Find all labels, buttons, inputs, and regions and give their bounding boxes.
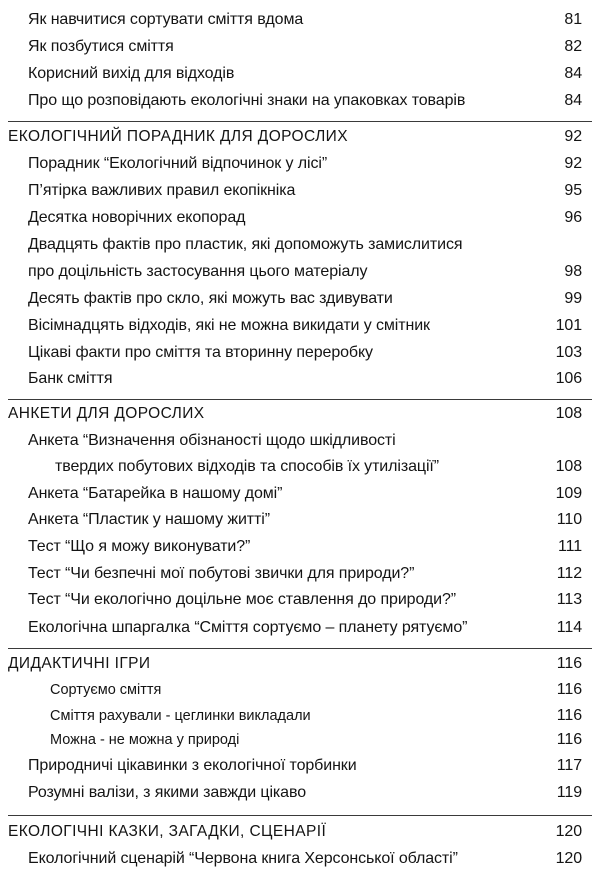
entry-title: П’ятірка важливих правил екопікніка bbox=[28, 182, 296, 199]
toc-entry-line-2 bbox=[0, 261, 600, 283]
entry-page-number: 101 bbox=[555, 317, 582, 334]
section-heading bbox=[0, 653, 600, 675]
section-heading bbox=[0, 821, 600, 843]
entry-title: Порадник “Екологічний відпочинок у лісі” bbox=[28, 155, 328, 172]
section-title: АНКЕТИ ДЛЯ ДОРОСЛИХ bbox=[8, 405, 205, 422]
section-heading bbox=[0, 403, 600, 425]
entry-title: Десять фактів про скло, які можуть вас здивувати bbox=[28, 290, 393, 307]
entry-title: Сміття рахували - цеглинки викладали bbox=[50, 708, 311, 724]
entry-page-number: 84 bbox=[564, 65, 582, 82]
toc-subentry bbox=[0, 729, 600, 751]
entry-title: Екологічний сценарій “Червона книга Херсонської області” bbox=[28, 850, 458, 867]
section-divider bbox=[8, 648, 592, 649]
entry-page-number: 92 bbox=[564, 155, 582, 172]
entry-title: Банк сміття bbox=[28, 370, 113, 387]
section-title: ЕКОЛОГІЧНІ КАЗКИ, ЗАГАДКИ, СЦЕНАРІЇ bbox=[8, 823, 327, 840]
toc-entry bbox=[0, 315, 600, 337]
entry-title: Як навчитися сортувати сміття вдома bbox=[28, 11, 304, 28]
toc-entry bbox=[0, 617, 600, 639]
section-title: ЕКОЛОГІЧНИЙ ПОРАДНИК ДЛЯ ДОРОСЛИХ bbox=[8, 128, 348, 145]
toc-subentry bbox=[0, 679, 600, 701]
entry-page-number: 103 bbox=[555, 344, 582, 361]
section-page-number: 120 bbox=[555, 823, 582, 840]
toc-entry bbox=[0, 153, 600, 175]
toc-entry bbox=[0, 342, 600, 364]
entry-title: Про що розповідають екологічні знаки на упаковках товарів bbox=[28, 92, 466, 109]
toc-entry bbox=[0, 536, 600, 558]
toc-entry bbox=[0, 509, 600, 531]
entry-page-number: 119 bbox=[556, 784, 582, 801]
toc-entry-line-1 bbox=[0, 234, 600, 256]
entry-page-number: 110 bbox=[556, 511, 582, 528]
toc-entry bbox=[0, 288, 600, 310]
entry-title: Анкета “Визначення обізнаності щодо шкідливості bbox=[28, 432, 396, 449]
toc-entry bbox=[0, 63, 600, 85]
entry-page-number: 112 bbox=[556, 565, 582, 582]
section-divider bbox=[8, 815, 592, 816]
entry-page-number: 95 bbox=[564, 182, 582, 199]
section-divider bbox=[8, 121, 592, 122]
toc-entry bbox=[0, 180, 600, 202]
entry-title: Анкета “Батарейка в нашому домі” bbox=[28, 485, 283, 502]
toc-entry bbox=[0, 755, 600, 777]
entry-title: Тест “Чи безпечні мої побутові звички для природи?” bbox=[28, 565, 415, 582]
entry-title: Сортуємо сміття bbox=[50, 682, 162, 698]
toc-entry bbox=[0, 368, 600, 390]
section-divider bbox=[8, 399, 592, 400]
toc-entry bbox=[0, 483, 600, 505]
entry-page-number: 114 bbox=[556, 619, 582, 636]
entry-page-number: 82 bbox=[564, 38, 582, 55]
entry-page-number: 84 bbox=[564, 92, 582, 109]
entry-page-number: 113 bbox=[556, 591, 582, 608]
entry-title: Можна - не можна у природі bbox=[50, 732, 240, 748]
entry-page-number: 96 bbox=[564, 209, 582, 226]
entry-title: Цікаві факти про сміття та вторинну переробку bbox=[28, 344, 373, 361]
toc-entry bbox=[0, 589, 600, 611]
entry-page-number: 116 bbox=[556, 707, 582, 724]
toc-entry-line-2 bbox=[0, 456, 600, 478]
entry-page-number: 106 bbox=[555, 370, 582, 387]
entry-page-number: 117 bbox=[556, 757, 582, 774]
entry-title: Тест “Чи екологічно доцільне моє ставлення до природи?” bbox=[28, 591, 457, 608]
entry-page-number: 116 bbox=[556, 731, 582, 748]
section-title: ДИДАКТИЧНІ ІГРИ bbox=[8, 655, 151, 672]
entry-title: Корисний вихід для відходів bbox=[28, 65, 235, 82]
toc-entry bbox=[0, 848, 600, 870]
entry-title: Двадцять фактів про пластик, які допоможуть замислитися bbox=[28, 236, 463, 253]
entry-page-number: 98 bbox=[564, 263, 582, 280]
entry-title: Десятка новорічних екопорад bbox=[28, 209, 246, 226]
entry-page-number: 116 bbox=[556, 681, 582, 698]
entry-title-continuation: твердих побутових відходів та способів їх утилізації” bbox=[55, 458, 439, 475]
section-heading bbox=[0, 126, 600, 148]
toc-entry bbox=[0, 207, 600, 229]
entry-page-number: 111 bbox=[557, 538, 582, 555]
toc-entry bbox=[0, 90, 600, 112]
entry-title: Анкета “Пластик у нашому житті” bbox=[28, 511, 270, 528]
section-page-number: 92 bbox=[564, 128, 582, 145]
toc-entry-line-1 bbox=[0, 430, 600, 452]
toc-entry bbox=[0, 782, 600, 804]
entry-page-number: 120 bbox=[555, 850, 582, 867]
toc-entry bbox=[0, 36, 600, 58]
entry-title: Як позбутися сміття bbox=[28, 38, 174, 55]
entry-page-number: 108 bbox=[555, 458, 582, 475]
entry-page-number: 81 bbox=[564, 11, 582, 28]
entry-title: Тест “Що я можу виконувати?” bbox=[28, 538, 251, 555]
entry-title: Природничі цікавинки з екологічної торбинки bbox=[28, 757, 357, 774]
entry-title: Розумні валізи, з якими завжди цікаво bbox=[28, 784, 307, 801]
entry-page-number: 99 bbox=[564, 290, 582, 307]
entry-title: Екологічна шпаргалка “Сміття сортуємо – планету рятуємо” bbox=[28, 619, 468, 636]
toc-subentry bbox=[0, 705, 600, 727]
section-page-number: 116 bbox=[556, 655, 582, 672]
entry-page-number: 109 bbox=[555, 485, 582, 502]
entry-title: Вісімнадцять відходів, які не можна викидати у смітник bbox=[28, 317, 430, 334]
toc-entry bbox=[0, 563, 600, 585]
section-page-number: 108 bbox=[555, 405, 582, 422]
toc-entry bbox=[0, 9, 600, 31]
entry-title-continuation: про доцільність застосування цього матеріалу bbox=[28, 263, 368, 280]
